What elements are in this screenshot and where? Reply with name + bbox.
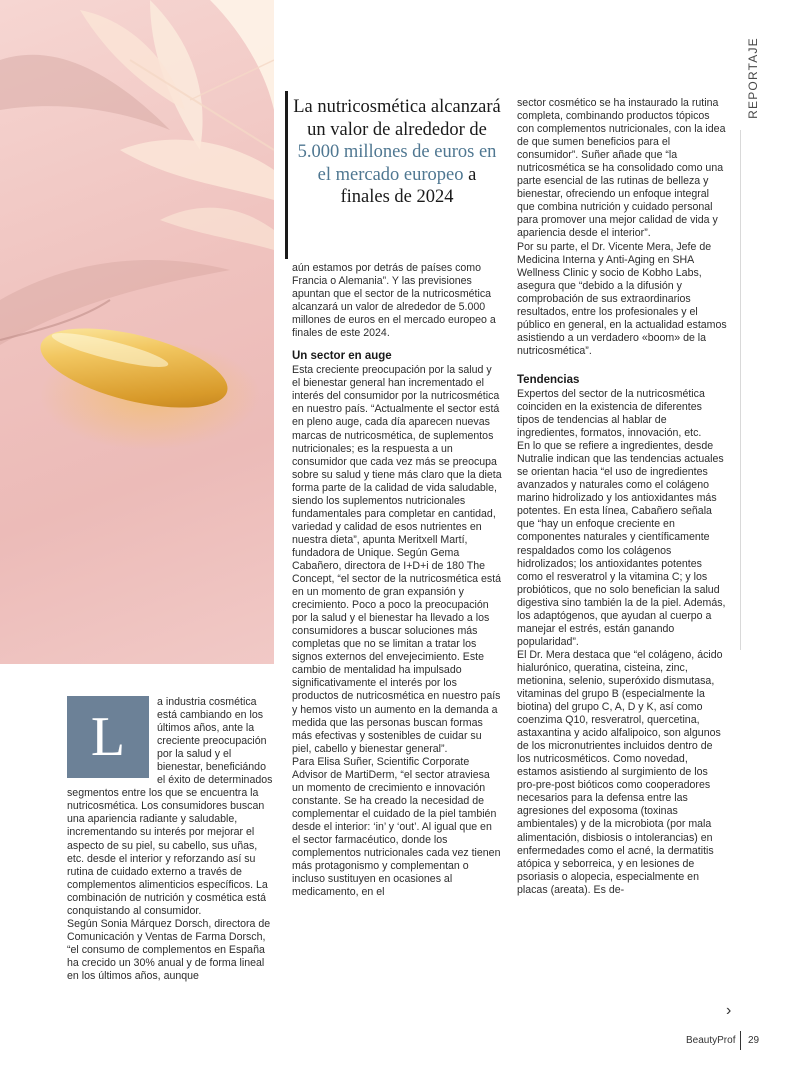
pull-quote-rule <box>285 91 288 259</box>
paragraph: Expertos del sector de la nutricosmética coinciden en la existencia de diferentes tipos de tendencias al hablar de ingredientes, formatos, innovación, etc. <box>517 387 705 440</box>
pull-quote-tail: a finales de 2024 <box>340 164 477 207</box>
article-column-3 <box>517 97 727 897</box>
paragraph: Para Elisa Suñer, Scientific Corporate Advisor de MartiDerm, “el sector atraviesa un momento de crecimiento e innovación constante. Se ha creado la necesidad de complementar el cuidado de la piel también desde el interior: ‘in’ y ‘out’. Al igual que en el sector farmacéutico, donde los complementos nutricionales cada vez tienen más protagonismo y complementan o incluso sustituyen en ocasiones al medicamento, en el <box>292 755 501 899</box>
chevron-right-icon: › <box>726 1002 732 1019</box>
section-label: REPORTAJE <box>746 37 760 119</box>
drop-cap: L <box>67 696 149 778</box>
paragraph: sector cosmético se ha instaurado la rutina completa, combinando productos tópicos con complementos nutricionales, con la idea de que sumen beneficios para el consumidor”. Suñer añade que “la nutricosmética se ha consolidado como una parte esencial de las rutinas de belleza y bienestar, ofreciendo un enfoque integral que combina nutrición y cuidado personal para promover una mejor calidad de vida y apariencia desde el interior”. <box>517 97 726 240</box>
article-column-2 <box>292 262 502 899</box>
pull-quote-highlight: 5.000 millones de euros en el mercado europeo <box>297 142 497 185</box>
page-number: 29 <box>748 1035 760 1046</box>
column-divider <box>740 130 741 650</box>
article-column-1 <box>67 696 273 983</box>
paragraph: aún estamos por detrás de países como Francia o Alemania”. Y las previsiones apuntan que el sector de la nutricosmética alcanzará un valor de alrededor de 5.000 millones de euros en el mercado europeo a finales de este 2024. <box>292 262 496 340</box>
footer-brand: BeautyProf <box>686 1035 736 1046</box>
capsule-photo <box>0 0 274 664</box>
intro-paragraph: a industria cosmética está cambiando en los últimos años, ante la creciente preocupación por la salud y el bienestar, beneficiándo el éxito de determinados segmentos entre los que se encuentra la nutricosmética. Los consumidores buscan una apariencia radiante y saludable, incrementando su interés por mejorar el aspecto de su piel, su cabello, sus uñas, etc. desde el interior y reforzando así su rutina de cuidado externo a través de complementos alimenticios específicos. La combinación de nutrición y cosmética está conquistando al consumidor. <box>67 696 273 917</box>
pull-quote-text: La nutricosmética alcanzará un valor de alrededor de <box>293 97 501 140</box>
paragraph: Por su parte, el Dr. Vicente Mera, Jefe de Medicina Interna y Anti-Aging en SHA Wellness Clinic y socio de Kobho Labs, asegura que “debido a la difusión y comprobación de sus extraordinarios resultados, entre los profesionales y el público en general, en la actualidad estamos asistiendo a un verdadero «boom» de la nutricosmética”. <box>517 240 727 357</box>
footer-divider <box>740 1031 741 1050</box>
pull-quote <box>292 96 502 209</box>
section-heading: Un sector en auge <box>292 350 392 363</box>
paragraph: Según Sonia Márquez Dorsch, directora de Comunicación y Ventas de Farma Dorsch, “el consumo de complementos en España ha crecido un 30% anual y de forma lineal en los últimos años, aunque <box>67 917 271 982</box>
paragraph: En lo que se refiere a ingredientes, desde Nutralie indican que las tendencias actuales se orientan hacia “el uso de ingredientes avanzados y naturales como el colágeno marino hidrolizado y los antioxidantes más potentes. En esta línea, Cabañero señala que “hay un enfoque creciente en componentes naturales y científicamente respaldados como los colágenos hidrolizados; los antioxidantes potentes como el resveratrol y la vitamina C; y los probióticos, que no solo benefician la salud digestiva sino también la de la piel. Además, los adaptógenos, que ayudan al cuerpo a manejar el estrés, están ganando popularidad”. <box>517 440 726 648</box>
paragraph: Esta creciente preocupación por la salud y el bienestar general han incrementado el interés del consumidor por la nutricosmética en nuestro país. “Actualmente el sector está en pleno auge, cada día aparecen nuevas marcas de nutricosmética, de suplementos nutricionales; es la respuesta a un consumidor que cada vez más se preocupa sobre su salud y tiene más claro que la dieta forma parte de la calidad de vida saludable, siendo los suplementos nutricionales fundamentales para completar en cantidad, variedad y calidad de esos nutrientes en nuestra dieta”, apunta Meritxell Martí, fundadora de Unique. Según Gema Cabañero, directora de I+D+i de 180 The Concept, “el sector de la nutricosmética está en un momento de gran expansión y crecimiento. Poco a poco la preocupación por la salud y el bienestar ha llevado a los consumidores a buscar soluciones más completas que no se limitan a tratar los signos externos del envejecimiento. Este cambio de mentalidad ha impulsado significativamente el interés por los productos de nutricosmética en nuestro país y hemos visto un aumento en la demanda a medida que las personas buscan formas más efectivas y sostenibles de cuidar su piel, cabello y bienestar general”. <box>292 364 502 755</box>
paragraph: El Dr. Mera destaca que “el colágeno, ácido hialurónico, queratina, cisteina, zinc, metionina, selenio, superóxido dismutasa, vitaminas del grupo B (especialmente la biotina) del grupo C, A, D y K, así como coenzima Q10, resveratrol, quercetina, astaxantina y acido alfalipoico, son algunos de los micronutrientes incluidos dentro de los nutricosméticos. Como novedad, estamos asistiendo al surgimiento de los pro-pre-post bióticos como cooperadores necesarios para la defensa entre las agresiones del exposoma (toxinas ambientales) y de la microbiota (por mala alimentación, disbiosis o intolerancias) en enfermedades como el acné, la dermatitis atópica y seborreica, y en lesiones de psoriasis o alopecia, especialmente en placas (areata). Es de- <box>517 648 723 896</box>
section-heading: Tendencias <box>517 373 580 386</box>
